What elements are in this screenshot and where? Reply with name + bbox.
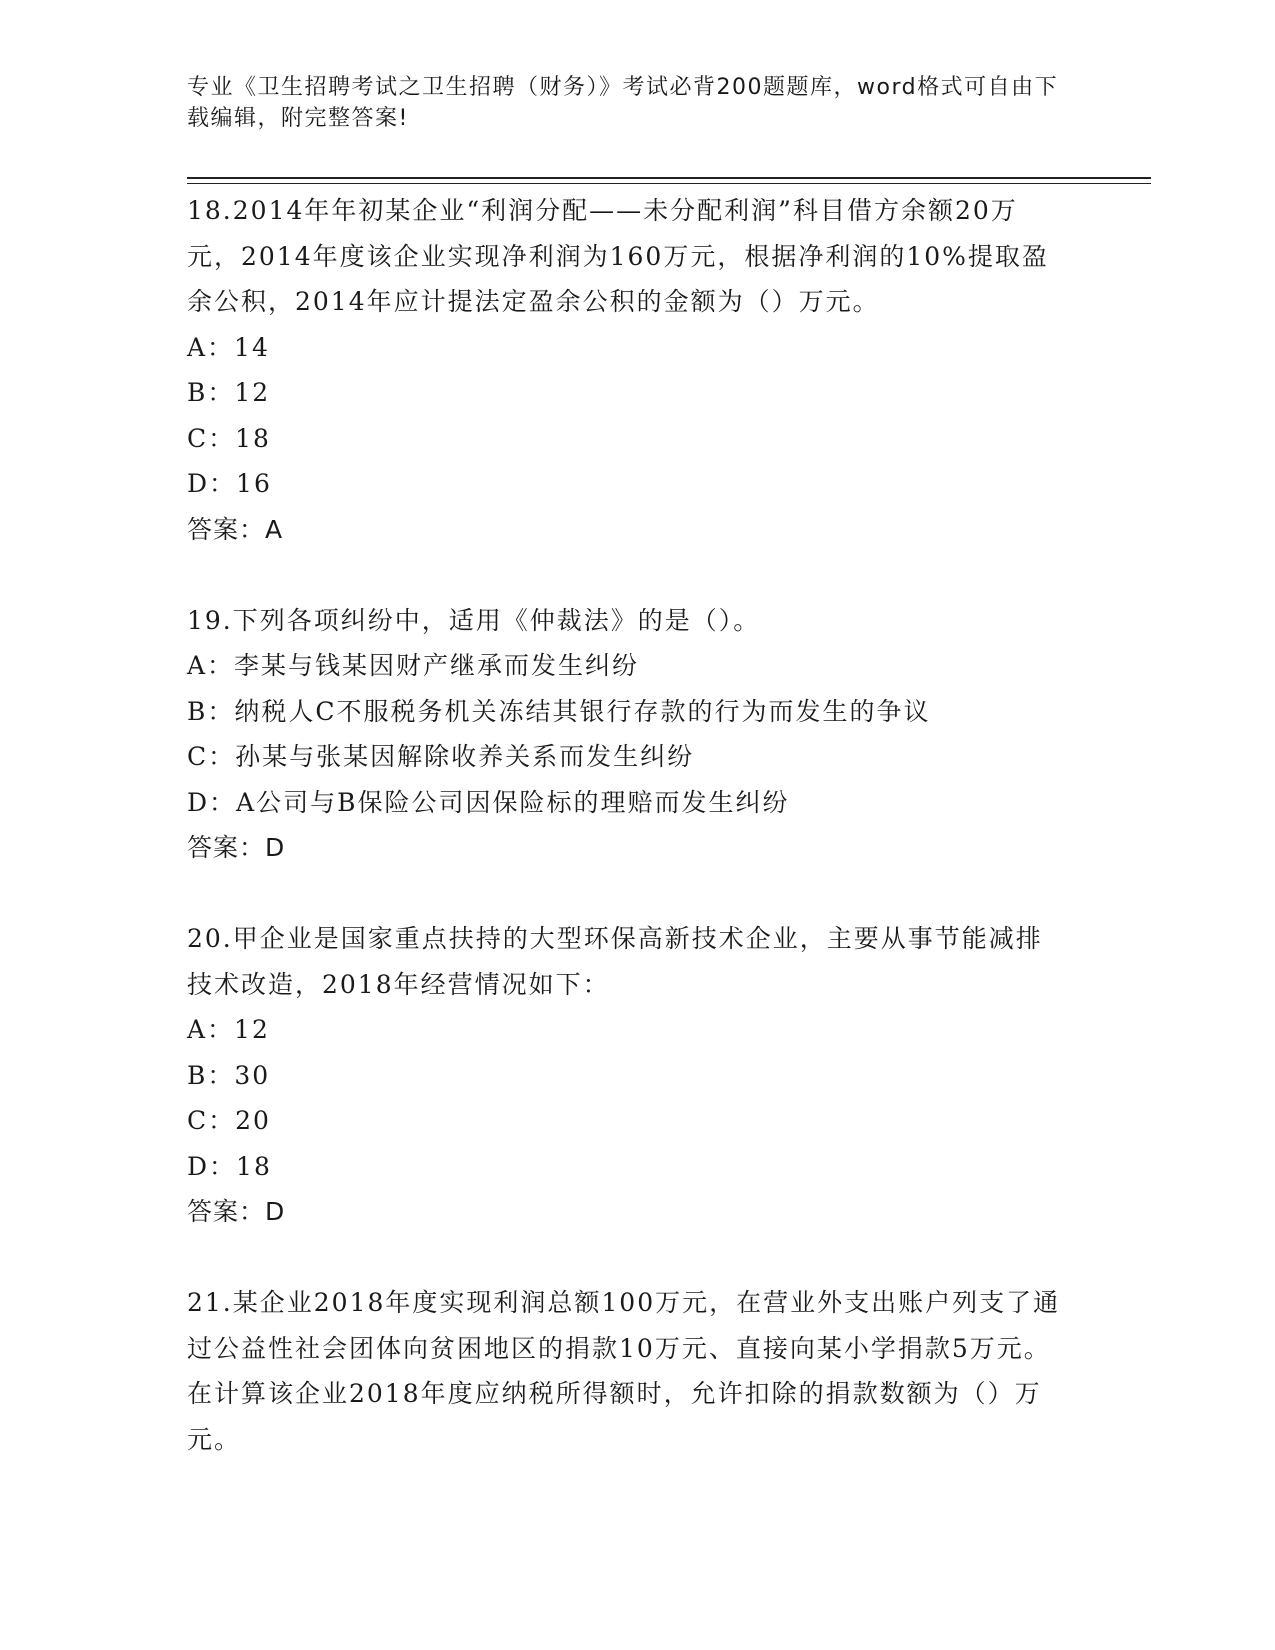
option-c: C：18	[187, 423, 271, 453]
option-b: B：30	[187, 1060, 271, 1090]
question-text: 20.甲企业是国家重点扶持的大型环保高新技术企业，主要从事节能减排技术改造，2018年经营情况如下：	[187, 924, 1043, 999]
option-a: A：14	[187, 332, 270, 362]
answer: 答案：D	[187, 833, 286, 862]
question-21	[187, 1280, 1067, 1462]
option-c: C：孙某与张某因解除收养关系而发生纠纷	[187, 742, 695, 771]
question-text: 19.下列各项纠纷中，适用《仲裁法》的是（）。	[187, 605, 761, 635]
option-d: D：A公司与B保险公司因保险标的理赔而发生纠纷	[187, 787, 790, 817]
option-c: C：20	[187, 1106, 271, 1135]
option-a: A：12	[187, 1015, 270, 1044]
spacer	[187, 871, 1067, 917]
question-20	[187, 916, 1067, 1235]
question-list	[187, 188, 1067, 1462]
spacer	[187, 1235, 1067, 1281]
option-d: D：18	[187, 1151, 272, 1181]
question-18	[187, 188, 1067, 552]
option-b: B：纳税人C不服税务机关冻结其银行存款的行为而发生的争议	[187, 696, 931, 726]
question-text: 18.2014年年初某企业“利润分配——未分配利润”科目借方余额20万元，2014年度该企业实现净利润为160万元，根据净利润的10%提取盈余公积，2014年应计提法定盈余公积的金额为（）万元。	[187, 196, 1049, 316]
option-d: D：16	[187, 469, 272, 498]
answer: 答案：A	[187, 514, 284, 544]
option-a: A：李某与钱某因财产继承而发生纠纷	[187, 651, 640, 680]
question-text: 21.某企业2018年度实现利润总额100万元，在营业外支出账户列支了通过公益性社会团体向贫困地区的捐款10万元、直接向某小学捐款5万元。在计算该企业2018年度应纳税所得额时，允许扣除的捐款数额为（）万元。	[187, 1288, 1061, 1454]
header-divider-thin	[187, 183, 1151, 184]
spacer	[187, 552, 1067, 598]
answer: 答案：D	[187, 1197, 286, 1226]
document-header: 专业《卫生招聘考试之卫生招聘（财务）》考试必背200题题库，word格式可自由下载编辑，附完整答案!	[187, 75, 1059, 131]
question-19	[187, 598, 1067, 871]
header-divider-thick	[187, 177, 1151, 179]
option-b: B：12	[187, 378, 271, 407]
